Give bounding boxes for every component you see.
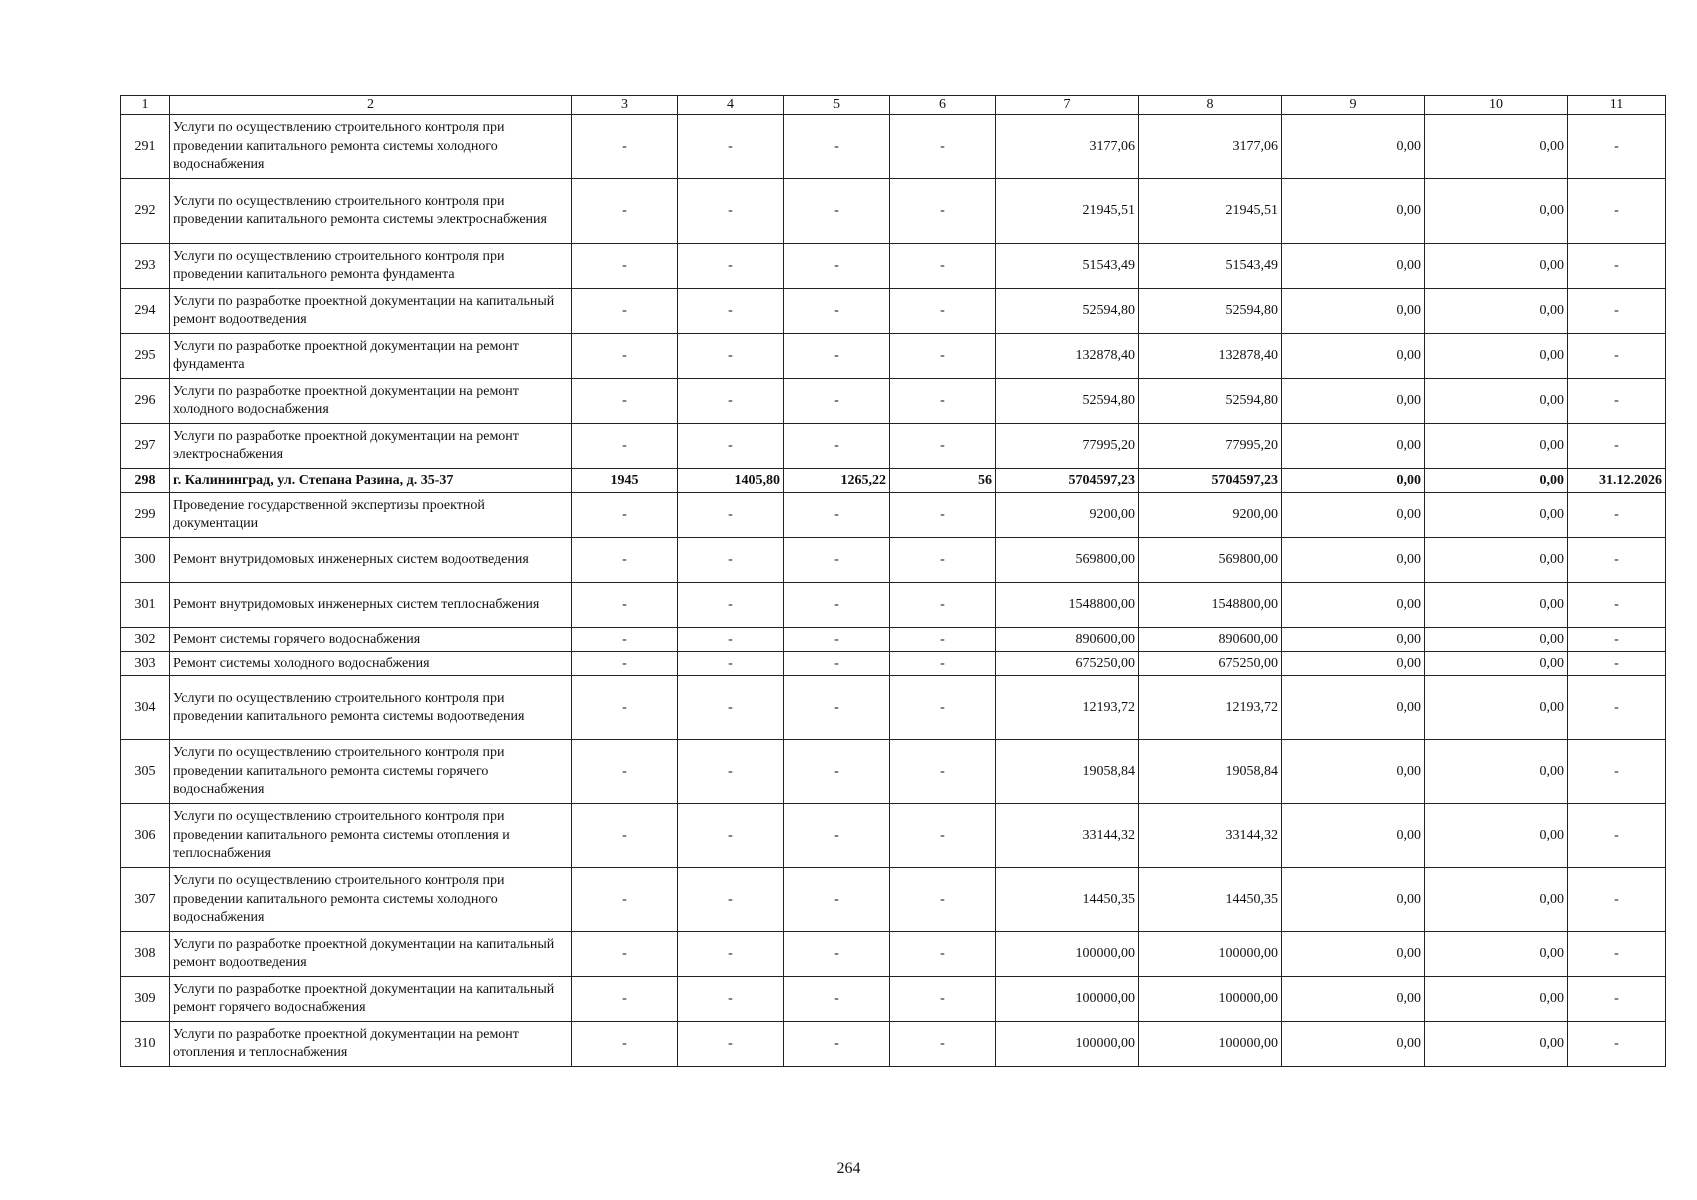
- cell-col7: 100000,00: [996, 1022, 1139, 1067]
- cell-col4: -: [678, 424, 784, 469]
- cell-col11: -: [1568, 652, 1666, 676]
- cell-col9: 0,00: [1282, 334, 1425, 379]
- cell-col7: 100000,00: [996, 977, 1139, 1022]
- row-description: Услуги по осуществлению строительного контроля при проведении капитального ремонта системы холодного водоснабжения: [170, 868, 572, 932]
- row-number: 300: [121, 538, 170, 583]
- row-number: 296: [121, 379, 170, 424]
- cell-col8: 9200,00: [1139, 493, 1282, 538]
- column-header: 10: [1425, 96, 1568, 115]
- cell-col5: -: [784, 932, 890, 977]
- cell-col7: 5704597,23: [996, 469, 1139, 493]
- cell-col8: 132878,40: [1139, 334, 1282, 379]
- cell-col6: -: [890, 424, 996, 469]
- cell-col10: 0,00: [1425, 538, 1568, 583]
- table-row: [121, 379, 1666, 424]
- cell-col7: 9200,00: [996, 493, 1139, 538]
- cell-col7: 569800,00: [996, 538, 1139, 583]
- cell-col4: -: [678, 583, 784, 628]
- cell-col6: -: [890, 379, 996, 424]
- cell-col7: 19058,84: [996, 740, 1139, 804]
- row-description: Услуги по осуществлению строительного контроля при проведении капитального ремонта системы водоотведения: [170, 676, 572, 740]
- cell-col10: 0,00: [1425, 868, 1568, 932]
- row-number: 307: [121, 868, 170, 932]
- cell-col9: 0,00: [1282, 115, 1425, 179]
- cell-col4: -: [678, 289, 784, 334]
- cell-col4: -: [678, 115, 784, 179]
- cell-col5: -: [784, 379, 890, 424]
- cell-col5: -: [784, 652, 890, 676]
- cell-col4: -: [678, 676, 784, 740]
- cell-col8: 1548800,00: [1139, 583, 1282, 628]
- cell-col5: -: [784, 868, 890, 932]
- cell-col10: 0,00: [1425, 977, 1568, 1022]
- cell-col10: 0,00: [1425, 379, 1568, 424]
- cell-col3: -: [572, 932, 678, 977]
- table-row: [121, 740, 1666, 804]
- cell-col4: -: [678, 628, 784, 652]
- row-number: 293: [121, 244, 170, 289]
- cell-col10: 0,00: [1425, 804, 1568, 868]
- cell-col5: -: [784, 628, 890, 652]
- table-row: [121, 334, 1666, 379]
- cell-col5: -: [784, 334, 890, 379]
- table-row: [121, 289, 1666, 334]
- cell-col9: 0,00: [1282, 493, 1425, 538]
- cell-col6: -: [890, 628, 996, 652]
- cell-col3: -: [572, 1022, 678, 1067]
- cell-col7: 33144,32: [996, 804, 1139, 868]
- cell-col10: 0,00: [1425, 289, 1568, 334]
- cell-col5: -: [784, 115, 890, 179]
- row-description: Ремонт внутридомовых инженерных систем водоотведения: [170, 538, 572, 583]
- cell-col11: -: [1568, 676, 1666, 740]
- row-description: Услуги по разработке проектной документации на ремонт электроснабжения: [170, 424, 572, 469]
- cell-col5: -: [784, 424, 890, 469]
- table-row: [121, 652, 1666, 676]
- cell-col6: -: [890, 179, 996, 244]
- row-number: 298: [121, 469, 170, 493]
- construction-year: 1945: [572, 469, 678, 493]
- row-number: 304: [121, 676, 170, 740]
- cell-col10: 0,00: [1425, 244, 1568, 289]
- cell-col8: 77995,20: [1139, 424, 1282, 469]
- cell-col7: 3177,06: [996, 115, 1139, 179]
- cell-col10: 0,00: [1425, 652, 1568, 676]
- cell-col9: 0,00: [1282, 424, 1425, 469]
- cell-col4: -: [678, 804, 784, 868]
- row-description: Ремонт системы холодного водоснабжения: [170, 652, 572, 676]
- building-address-row: [121, 469, 1666, 493]
- row-description: Услуги по осуществлению строительного контроля при проведении капитального ремонта системы отопления и теплоснабжения: [170, 804, 572, 868]
- column-number-header-row: [121, 96, 1666, 115]
- row-number: 308: [121, 932, 170, 977]
- cell-col8: 5704597,23: [1139, 469, 1282, 493]
- cell-col9: 0,00: [1282, 179, 1425, 244]
- cell-col3: -: [572, 740, 678, 804]
- completion-date: 31.12.2026: [1568, 469, 1666, 493]
- table-row: [121, 179, 1666, 244]
- cell-col4: -: [678, 1022, 784, 1067]
- cell-col11: -: [1568, 628, 1666, 652]
- column-header: 8: [1139, 96, 1282, 115]
- table-row: [121, 868, 1666, 932]
- cell-col9: 0,00: [1282, 289, 1425, 334]
- cell-col9: 0,00: [1282, 977, 1425, 1022]
- table-row: [121, 804, 1666, 868]
- cell-col10: 0,00: [1425, 424, 1568, 469]
- cell-col9: 0,00: [1282, 868, 1425, 932]
- cell-col3: -: [572, 977, 678, 1022]
- cell-col11: -: [1568, 583, 1666, 628]
- cell-col5: -: [784, 493, 890, 538]
- cell-col7: 890600,00: [996, 628, 1139, 652]
- cell-col5: -: [784, 740, 890, 804]
- column-header: 3: [572, 96, 678, 115]
- row-description: Ремонт внутридомовых инженерных систем теплоснабжения: [170, 583, 572, 628]
- cell-col10: 0,00: [1425, 493, 1568, 538]
- row-description: Услуги по разработке проектной документации на капитальный ремонт водоотведения: [170, 289, 572, 334]
- column-header: 11: [1568, 96, 1666, 115]
- cell-col4: 1405,80: [678, 469, 784, 493]
- cell-col6: -: [890, 977, 996, 1022]
- cell-col11: -: [1568, 115, 1666, 179]
- cell-col9: 0,00: [1282, 804, 1425, 868]
- cell-col4: -: [678, 932, 784, 977]
- cell-col4: -: [678, 740, 784, 804]
- column-header: 2: [170, 96, 572, 115]
- cell-col10: 0,00: [1425, 740, 1568, 804]
- cell-col6: -: [890, 244, 996, 289]
- cell-col8: 100000,00: [1139, 932, 1282, 977]
- cell-col3: -: [572, 538, 678, 583]
- cell-col7: 77995,20: [996, 424, 1139, 469]
- cell-col11: -: [1568, 1022, 1666, 1067]
- cell-col8: 12193,72: [1139, 676, 1282, 740]
- row-description: Услуги по разработке проектной документации на ремонт холодного водоснабжения: [170, 379, 572, 424]
- cell-col7: 51543,49: [996, 244, 1139, 289]
- cell-col7: 52594,80: [996, 379, 1139, 424]
- cell-col5: -: [784, 538, 890, 583]
- cell-col4: -: [678, 179, 784, 244]
- cell-col8: 100000,00: [1139, 977, 1282, 1022]
- cell-col3: -: [572, 493, 678, 538]
- table-row: [121, 1022, 1666, 1067]
- cell-col5: -: [784, 289, 890, 334]
- cell-col9: 0,00: [1282, 740, 1425, 804]
- cell-col8: 52594,80: [1139, 289, 1282, 334]
- row-description: Услуги по осуществлению строительного контроля при проведении капитального ремонта системы горячего водоснабжения: [170, 740, 572, 804]
- table-row: [121, 583, 1666, 628]
- column-header: 6: [890, 96, 996, 115]
- cell-col4: -: [678, 379, 784, 424]
- cell-col11: -: [1568, 493, 1666, 538]
- row-description: Услуги по осуществлению строительного контроля при проведении капитального ремонта системы холодного водоснабжения: [170, 115, 572, 179]
- cell-col4: -: [678, 538, 784, 583]
- cell-col7: 100000,00: [996, 932, 1139, 977]
- cell-col10: 0,00: [1425, 179, 1568, 244]
- row-number: 301: [121, 583, 170, 628]
- cell-col11: -: [1568, 244, 1666, 289]
- cell-col3: -: [572, 289, 678, 334]
- cell-col11: -: [1568, 977, 1666, 1022]
- cell-col10: 0,00: [1425, 1022, 1568, 1067]
- cell-col9: 0,00: [1282, 538, 1425, 583]
- cell-col4: -: [678, 244, 784, 289]
- table-row: [121, 676, 1666, 740]
- cell-col9: 0,00: [1282, 676, 1425, 740]
- cell-col10: 0,00: [1425, 676, 1568, 740]
- row-description: Услуги по разработке проектной документации на капитальный ремонт водоотведения: [170, 932, 572, 977]
- cell-col9: 0,00: [1282, 652, 1425, 676]
- cell-col10: 0,00: [1425, 628, 1568, 652]
- cell-col6: -: [890, 115, 996, 179]
- cell-col11: -: [1568, 379, 1666, 424]
- cell-col3: -: [572, 583, 678, 628]
- cell-col3: -: [572, 179, 678, 244]
- table-row: [121, 115, 1666, 179]
- cell-col3: -: [572, 676, 678, 740]
- cell-col11: -: [1568, 289, 1666, 334]
- cell-col7: 14450,35: [996, 868, 1139, 932]
- cell-col6: -: [890, 804, 996, 868]
- cell-col11: -: [1568, 334, 1666, 379]
- cell-col10: 0,00: [1425, 932, 1568, 977]
- cell-col3: -: [572, 868, 678, 932]
- row-description: Услуги по разработке проектной документации на капитальный ремонт горячего водоснабжения: [170, 977, 572, 1022]
- cell-col9: 0,00: [1282, 932, 1425, 977]
- table-row: [121, 424, 1666, 469]
- cell-col7: 675250,00: [996, 652, 1139, 676]
- cell-col9: 0,00: [1282, 379, 1425, 424]
- cell-col5: -: [784, 1022, 890, 1067]
- row-description: Услуги по осуществлению строительного контроля при проведении капитального ремонта системы электроснабжения: [170, 179, 572, 244]
- cell-col11: -: [1568, 424, 1666, 469]
- cell-col11: -: [1568, 538, 1666, 583]
- cell-col3: -: [572, 379, 678, 424]
- cell-col10: 0,00: [1425, 583, 1568, 628]
- row-number: 292: [121, 179, 170, 244]
- cell-col9: 0,00: [1282, 469, 1425, 493]
- cell-col10: 0,00: [1425, 469, 1568, 493]
- cell-col6: -: [890, 1022, 996, 1067]
- table-row: [121, 628, 1666, 652]
- row-number: 295: [121, 334, 170, 379]
- cell-col8: 3177,06: [1139, 115, 1282, 179]
- cell-col7: 52594,80: [996, 289, 1139, 334]
- cell-col11: -: [1568, 740, 1666, 804]
- cell-col9: 0,00: [1282, 628, 1425, 652]
- cell-col6: 56: [890, 469, 996, 493]
- column-header: 9: [1282, 96, 1425, 115]
- cell-col6: -: [890, 740, 996, 804]
- column-header: 1: [121, 96, 170, 115]
- cell-col7: 1548800,00: [996, 583, 1139, 628]
- cell-col5: -: [784, 676, 890, 740]
- cell-col7: 12193,72: [996, 676, 1139, 740]
- cell-col8: 51543,49: [1139, 244, 1282, 289]
- row-description: Услуги по осуществлению строительного контроля при проведении капитального ремонта фундамента: [170, 244, 572, 289]
- cell-col8: 569800,00: [1139, 538, 1282, 583]
- cell-col4: -: [678, 977, 784, 1022]
- column-header: 7: [996, 96, 1139, 115]
- column-header: 5: [784, 96, 890, 115]
- row-number: 297: [121, 424, 170, 469]
- cell-col3: -: [572, 334, 678, 379]
- table-row: [121, 977, 1666, 1022]
- cell-col6: -: [890, 334, 996, 379]
- row-description: Ремонт системы горячего водоснабжения: [170, 628, 572, 652]
- row-number: 291: [121, 115, 170, 179]
- cell-col6: -: [890, 868, 996, 932]
- cell-col7: 21945,51: [996, 179, 1139, 244]
- cell-col9: 0,00: [1282, 583, 1425, 628]
- cell-col6: -: [890, 289, 996, 334]
- table-row: [121, 244, 1666, 289]
- cell-col8: 33144,32: [1139, 804, 1282, 868]
- table-row: [121, 538, 1666, 583]
- cell-col5: -: [784, 804, 890, 868]
- cell-col11: -: [1568, 932, 1666, 977]
- cell-col8: 21945,51: [1139, 179, 1282, 244]
- repair-schedule-table: [120, 95, 1666, 1067]
- cell-col8: 890600,00: [1139, 628, 1282, 652]
- row-number: 309: [121, 977, 170, 1022]
- cell-col3: -: [572, 804, 678, 868]
- row-number: 299: [121, 493, 170, 538]
- cell-col6: -: [890, 493, 996, 538]
- cell-col10: 0,00: [1425, 334, 1568, 379]
- cell-col3: -: [572, 244, 678, 289]
- cell-col11: -: [1568, 868, 1666, 932]
- cell-col9: 0,00: [1282, 1022, 1425, 1067]
- cell-col5: -: [784, 977, 890, 1022]
- cell-col8: 19058,84: [1139, 740, 1282, 804]
- cell-col6: -: [890, 676, 996, 740]
- cell-col3: -: [572, 652, 678, 676]
- cell-col8: 675250,00: [1139, 652, 1282, 676]
- cell-col4: -: [678, 334, 784, 379]
- cell-col4: -: [678, 493, 784, 538]
- cell-col5: -: [784, 179, 890, 244]
- cell-col6: -: [890, 932, 996, 977]
- row-description: Проведение государственной экспертизы проектной документации: [170, 493, 572, 538]
- building-address: г. Калининград, ул. Степана Разина, д. 35-37: [170, 469, 572, 493]
- cell-col10: 0,00: [1425, 115, 1568, 179]
- cell-col7: 132878,40: [996, 334, 1139, 379]
- cell-col6: -: [890, 652, 996, 676]
- cell-col9: 0,00: [1282, 244, 1425, 289]
- table-row: [121, 493, 1666, 538]
- cell-col5: 1265,22: [784, 469, 890, 493]
- cell-col8: 14450,35: [1139, 868, 1282, 932]
- cell-col6: -: [890, 583, 996, 628]
- column-header: 4: [678, 96, 784, 115]
- cell-col4: -: [678, 868, 784, 932]
- row-description: Услуги по разработке проектной документации на ремонт отопления и теплоснабжения: [170, 1022, 572, 1067]
- cell-col8: 100000,00: [1139, 1022, 1282, 1067]
- row-number: 306: [121, 804, 170, 868]
- cell-col3: -: [572, 115, 678, 179]
- cell-col5: -: [784, 244, 890, 289]
- row-description: Услуги по разработке проектной документации на ремонт фундамента: [170, 334, 572, 379]
- cell-col8: 52594,80: [1139, 379, 1282, 424]
- cell-col6: -: [890, 538, 996, 583]
- row-number: 302: [121, 628, 170, 652]
- row-number: 303: [121, 652, 170, 676]
- row-number: 294: [121, 289, 170, 334]
- cell-col5: -: [784, 583, 890, 628]
- cell-col3: -: [572, 628, 678, 652]
- row-number: 305: [121, 740, 170, 804]
- cell-col11: -: [1568, 804, 1666, 868]
- row-number: 310: [121, 1022, 170, 1067]
- cell-col4: -: [678, 652, 784, 676]
- cell-col3: -: [572, 424, 678, 469]
- cell-col11: -: [1568, 179, 1666, 244]
- page-number: 264: [836, 1160, 861, 1177]
- table-row: [121, 932, 1666, 977]
